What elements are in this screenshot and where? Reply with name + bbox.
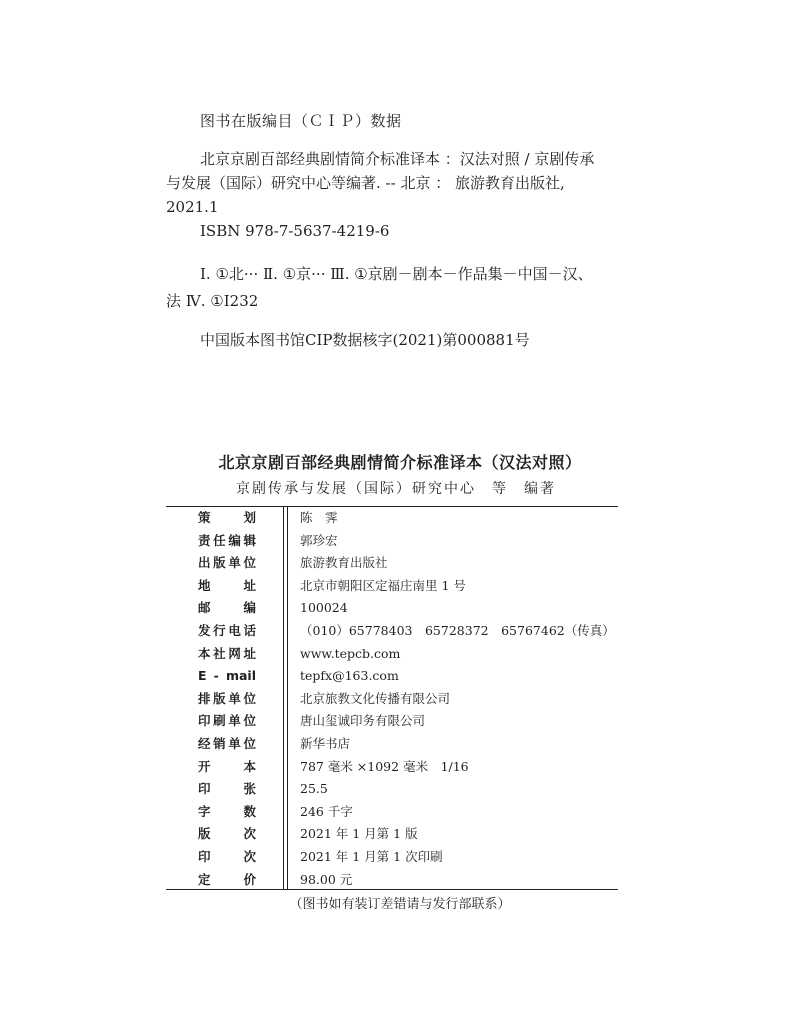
row-value: 25.5: [300, 781, 328, 797]
row-label: 印 次: [198, 849, 256, 864]
colophon-row: [166, 733, 618, 756]
cip-record: 北京京剧百部经典剧情简介标准译本 ：汉法对照 / 京剧传承与发展（国际）研究中心等编著. -- 北京 ： 旅游教育出版社, 2021.1: [166, 150, 595, 216]
colophon-row: [166, 869, 618, 892]
row-value: 787 毫米 ×1092 毫米 1/16: [300, 758, 469, 774]
row-label: E - mail: [198, 668, 256, 684]
row-value: 新华书店: [300, 736, 351, 751]
row-value: 北京旅教文化传播有限公司: [300, 690, 451, 706]
book-author: 京剧传承与发展（国际）研究中心 等 编著: [236, 481, 556, 497]
cip-verification: 中国版本图书馆CIP数据核字(2021)第000881号: [200, 331, 530, 349]
row-value: （010）65778403 65728372 65767462（传真）: [300, 623, 615, 638]
colophon-row: [166, 552, 618, 575]
row-label: 定 价: [198, 871, 256, 887]
colophon-row: [166, 620, 618, 643]
row-label: 开 本: [198, 758, 256, 774]
row-label: 地 址: [198, 577, 256, 593]
colophon-row: [166, 530, 618, 553]
colophon-row: [166, 507, 618, 530]
colophon-row: [166, 643, 618, 666]
row-value: 郭珍宏: [300, 532, 338, 548]
colophon-row: [166, 823, 618, 846]
row-label: 印刷单位: [198, 713, 256, 729]
row-label: 出版单位: [198, 555, 256, 571]
row-value: 陈 霁: [300, 510, 338, 525]
row-value: 246 千字: [300, 803, 353, 819]
colophon-row: [166, 688, 618, 711]
row-value: 2021 年 1 月第 1 次印刷: [300, 849, 443, 864]
row-label: 责任编辑: [198, 532, 256, 548]
colophon-row: [166, 575, 618, 598]
cip-block: [166, 110, 606, 350]
row-value: tepfx@163.com: [300, 668, 399, 684]
colophon-row: [166, 710, 618, 733]
cip-heading: 图书在版编目（ＣＩＰ）数据: [200, 112, 402, 130]
colophon-row: [166, 778, 618, 801]
colophon-row: [166, 756, 618, 779]
row-value: 100024: [300, 600, 348, 616]
colophon-row: [166, 597, 618, 620]
footer-note: （图书如有装订差错请与发行部联系）: [289, 897, 511, 912]
row-label: 策 划: [198, 510, 256, 525]
row-value: 唐山玺诚印务有限公司: [300, 713, 426, 729]
row-value: 98.00 元: [300, 871, 353, 887]
cip-subjects: Ⅰ. ①北··· Ⅱ. ①京··· Ⅲ. ①京剧－剧本－作品集－中国－汉、法 Ⅳ. ①I232: [166, 265, 593, 310]
row-label: 排版单位: [198, 690, 256, 706]
colophon-row: [166, 665, 618, 688]
colophon-row: [166, 846, 618, 869]
cip-isbn: ISBN 978-7-5637-4219-6: [200, 222, 390, 240]
row-value: 北京市朝阳区定福庄南里 1 号: [300, 577, 466, 593]
book-title: 北京京剧百部经典剧情简介标准译本（汉法对照）: [218, 453, 582, 472]
colophon-table: [166, 506, 618, 890]
row-label: 印 张: [198, 781, 256, 797]
row-value: 旅游教育出版社: [300, 555, 388, 571]
row-value: 2021 年 1 月第 1 版: [300, 826, 418, 842]
row-value: www.tepcb.com: [300, 645, 401, 661]
row-label: 经销单位: [198, 736, 256, 751]
row-label: 本社网址: [198, 645, 256, 661]
row-label: 版 次: [198, 826, 256, 842]
row-label: 字 数: [198, 803, 256, 819]
row-label: 发行电话: [198, 623, 256, 638]
cip-spacer: [166, 243, 606, 261]
row-label: 邮 编: [198, 600, 256, 616]
colophon-row: [166, 801, 618, 824]
